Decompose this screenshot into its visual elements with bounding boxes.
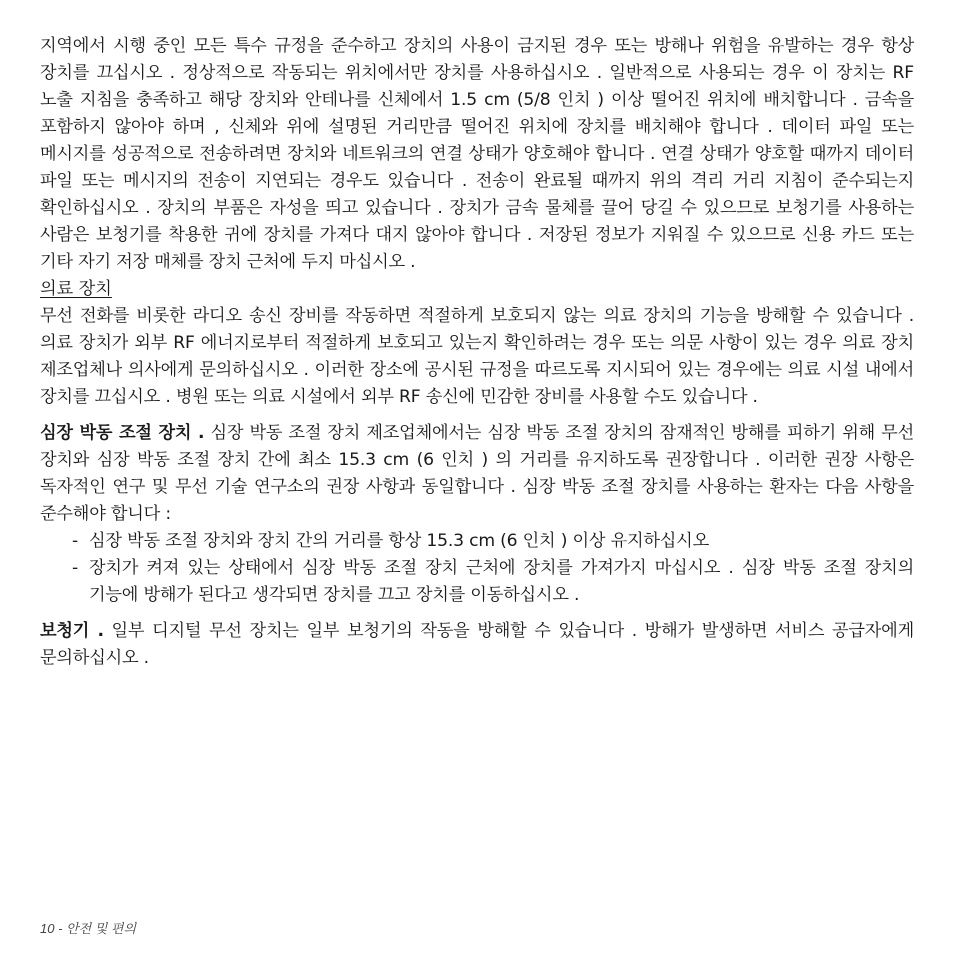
pacemaker-list — [40, 528, 914, 609]
list-item-text: 심장 박동 조절 장치와 장치 간의 거리를 항상 15.3 cm (6 인치 ) 이상 유지하십시오 — [89, 531, 709, 551]
intro-paragraph: 지역에서 시행 중인 모든 특수 규정을 준수하고 장치의 사용이 금지된 경우 또는 방해나 위험을 유발하는 경우 항상 장치를 끄십시오 . 정상적으로 작동되는 위치에서만 장치를 사용하십시오 . 일반적으로 사용되는 경우 이 장치는 RF 노출 지침을 충족하고 해당 장치와 안테나를 신체에서 1.5 cm (5/8 인치 ) 이상 떨어진 위치에 배치합니다 . 금속을 포함하지 않아야 하며 , 신체와 위에 설명된 거리만큼 떨어진 위치에 장치를 배치해야 합니다 . 데이터 파일 또는 메시지를 성공적으로 전송하려면 장치와 네트워크의 연결 상태가 양호해야 합니다 . 연결 상태가 양호할 때까지 데이터 파일 또는 메시지의 전송이 지연되는 경우도 있습니다 . 전송이 완료될 때까지 위의 격리 거리 지침이 준수되는지 확인하십시오 . 장치의 부품은 자성을 띄고 있습니다 . 장치가 금속 물체를 끌어 당길 수 있으므로 보청기를 사용하는 사람은 보청기를 착용한 귀에 장치를 가져다 대지 않아야 합니다 . 저장된 정보가 지워질 수 있으므로 신용 카드 또는 기타 자기 저장 매체를 장치 근처에 두지 마십시오 . — [40, 36, 914, 272]
pacemaker-paragraph — [40, 420, 914, 528]
list-item: - 장치가 켜져 있는 상태에서 심장 박동 조절 장치 근처에 장치를 가져가지 마십시오 . 심장 박동 조절 장치의 기능에 방해가 된다고 생각되면 장치를 끄고 장치를 이동하십시오 . — [72, 558, 914, 605]
medical-paragraph: 무선 전화를 비롯한 라디오 송신 장비를 작동하면 적절하게 보호되지 않는 의료 장치의 기능을 방해할 수 있습니다 . 의료 장치가 외부 RF 에너지로부터 적절하게 보호되고 있는지 확인하려는 경우 또는 의문 사항이 있는 경우 의료 장치 제조업체나 의사에게 문의하십시오 . 이러한 장소에 공시된 규정을 따르도록 지시되어 있는 경우에는 의료 시설 내에서 장치를 끄십시오 . 병원 또는 의료 시설에서 외부 RF 송신에 민감한 장비를 사용할 수도 있습니다 . — [40, 306, 914, 407]
pacemaker-text: 심장 박동 조절 장치 제조업체에서는 심장 박동 조절 장치의 잠재적인 방해를 피하기 위해 무선 장치와 심장 박동 조절 장치 간에 최소 15.3 cm (6 인치 ) 의 거리를 유지하도록 권장합니다 . 이러한 권장 사항은 독자적인 연구 및 무선 기술 연구소의 권장 사항과 동일합니다 . 심장 박동 조절 장치를 사용하는 환자는 다음 사항을 준수해야 합니다 : — [40, 423, 914, 524]
section-heading-medical: 의료 장치 — [40, 279, 112, 299]
hearing-aid-text: 일부 디지털 무선 장치는 일부 보청기의 작동을 방해할 수 있습니다 . 방해가 발생하면 서비스 공급자에게 문의하십시오 . — [40, 621, 914, 668]
hearing-aid-lead: 보청기 . — [40, 621, 104, 641]
list-item-text: 장치가 켜져 있는 상태에서 심장 박동 조절 장치 근처에 장치를 가져가지 마십시오 . 심장 박동 조절 장치의 기능에 방해가 된다고 생각되면 장치를 끄고 장치를 이동하십시오 . — [89, 558, 914, 605]
pacemaker-lead: 심장 박동 조절 장치 . — [40, 423, 205, 443]
list-item: - 심장 박동 조절 장치와 장치 간의 거리를 항상 15.3 cm (6 인치 ) 이상 유지하십시오 — [72, 531, 709, 551]
document-body — [40, 33, 914, 672]
page-footer: 10 - 안전 및 편의 — [40, 921, 137, 936]
hearing-aid-paragraph — [40, 618, 914, 672]
